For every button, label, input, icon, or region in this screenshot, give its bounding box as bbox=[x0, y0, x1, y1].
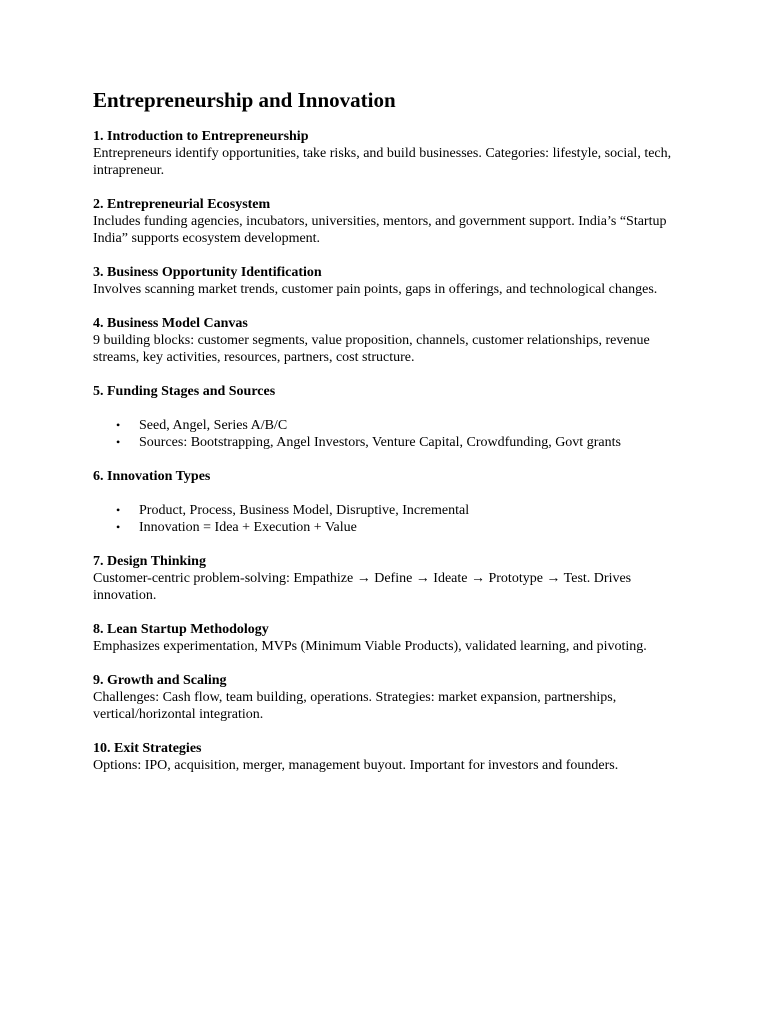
section-body: 9 building blocks: customer segments, value proposition, channels, customer relationships, revenue streams, key activities, resources, partners, cost structure. bbox=[93, 333, 650, 365]
section-ecosystem bbox=[93, 196, 693, 247]
section-body: Includes funding agencies, incubators, universities, mentors, and government support. India’s “Startup India” supports ecosystem development. bbox=[93, 214, 667, 246]
document-title: Entrepreneurship and Innovation bbox=[93, 88, 396, 112]
section-body: Entrepreneurs identify opportunities, take risks, and build businesses. Categories: lifestyle, social, tech, intrapreneur. bbox=[93, 146, 672, 178]
list-item-text: Sources: Bootstrapping, Angel Investors, Venture Capital, Crowdfunding, Govt grants bbox=[139, 435, 621, 450]
section-funding-stages bbox=[93, 383, 693, 451]
list-item-text: Product, Process, Business Model, Disruptive, Incremental bbox=[139, 503, 470, 518]
bullet-list bbox=[93, 502, 693, 536]
document-page bbox=[93, 86, 693, 791]
bullet-icon: • bbox=[116, 418, 121, 432]
section-heading: 4. Business Model Canvas bbox=[93, 316, 248, 331]
list-item-text: Seed, Angel, Series A/B/C bbox=[139, 418, 288, 433]
bullet-icon: • bbox=[116, 503, 121, 517]
section-heading: 10. Exit Strategies bbox=[93, 741, 202, 756]
bullet-list bbox=[93, 417, 693, 451]
list-item bbox=[93, 519, 693, 536]
section-heading: 2. Entrepreneurial Ecosystem bbox=[93, 197, 271, 212]
bullet-icon: • bbox=[116, 435, 121, 449]
list-item-text: Innovation = Idea + Execution + Value bbox=[139, 520, 357, 535]
section-innovation-types bbox=[93, 468, 693, 536]
section-heading: 6. Innovation Types bbox=[93, 469, 211, 484]
list-item bbox=[93, 434, 693, 451]
section-body: Challenges: Cash flow, team building, operations. Strategies: market expansion, partnerships, vertical/horizontal integration. bbox=[93, 690, 617, 722]
list-item bbox=[93, 502, 693, 519]
section-heading: 8. Lean Startup Methodology bbox=[93, 622, 269, 637]
list-item bbox=[93, 417, 693, 434]
section-opportunity-identification bbox=[93, 264, 693, 298]
section-design-thinking bbox=[93, 553, 693, 604]
section-heading: 7. Design Thinking bbox=[93, 554, 206, 569]
section-heading: 3. Business Opportunity Identification bbox=[93, 265, 322, 280]
section-growth-scaling bbox=[93, 672, 693, 723]
section-heading: 9. Growth and Scaling bbox=[93, 673, 227, 688]
section-heading: 1. Introduction to Entrepreneurship bbox=[93, 129, 309, 144]
section-body: Involves scanning market trends, customer pain points, gaps in offerings, and technological changes. bbox=[93, 282, 658, 297]
section-business-model-canvas bbox=[93, 315, 693, 366]
section-introduction bbox=[93, 128, 693, 179]
section-exit-strategies bbox=[93, 740, 693, 774]
section-lean-startup bbox=[93, 621, 693, 655]
section-body: Options: IPO, acquisition, merger, management buyout. Important for investors and founders. bbox=[93, 758, 619, 773]
section-body: Emphasizes experimentation, MVPs (Minimum Viable Products), validated learning, and pivoting. bbox=[93, 639, 647, 654]
bullet-icon: • bbox=[116, 520, 121, 534]
section-body: Customer-centric problem-solving: Empathize → Define → Ideate → Prototype → Test. Drives innovation. bbox=[93, 571, 632, 603]
section-heading: 5. Funding Stages and Sources bbox=[93, 384, 276, 399]
